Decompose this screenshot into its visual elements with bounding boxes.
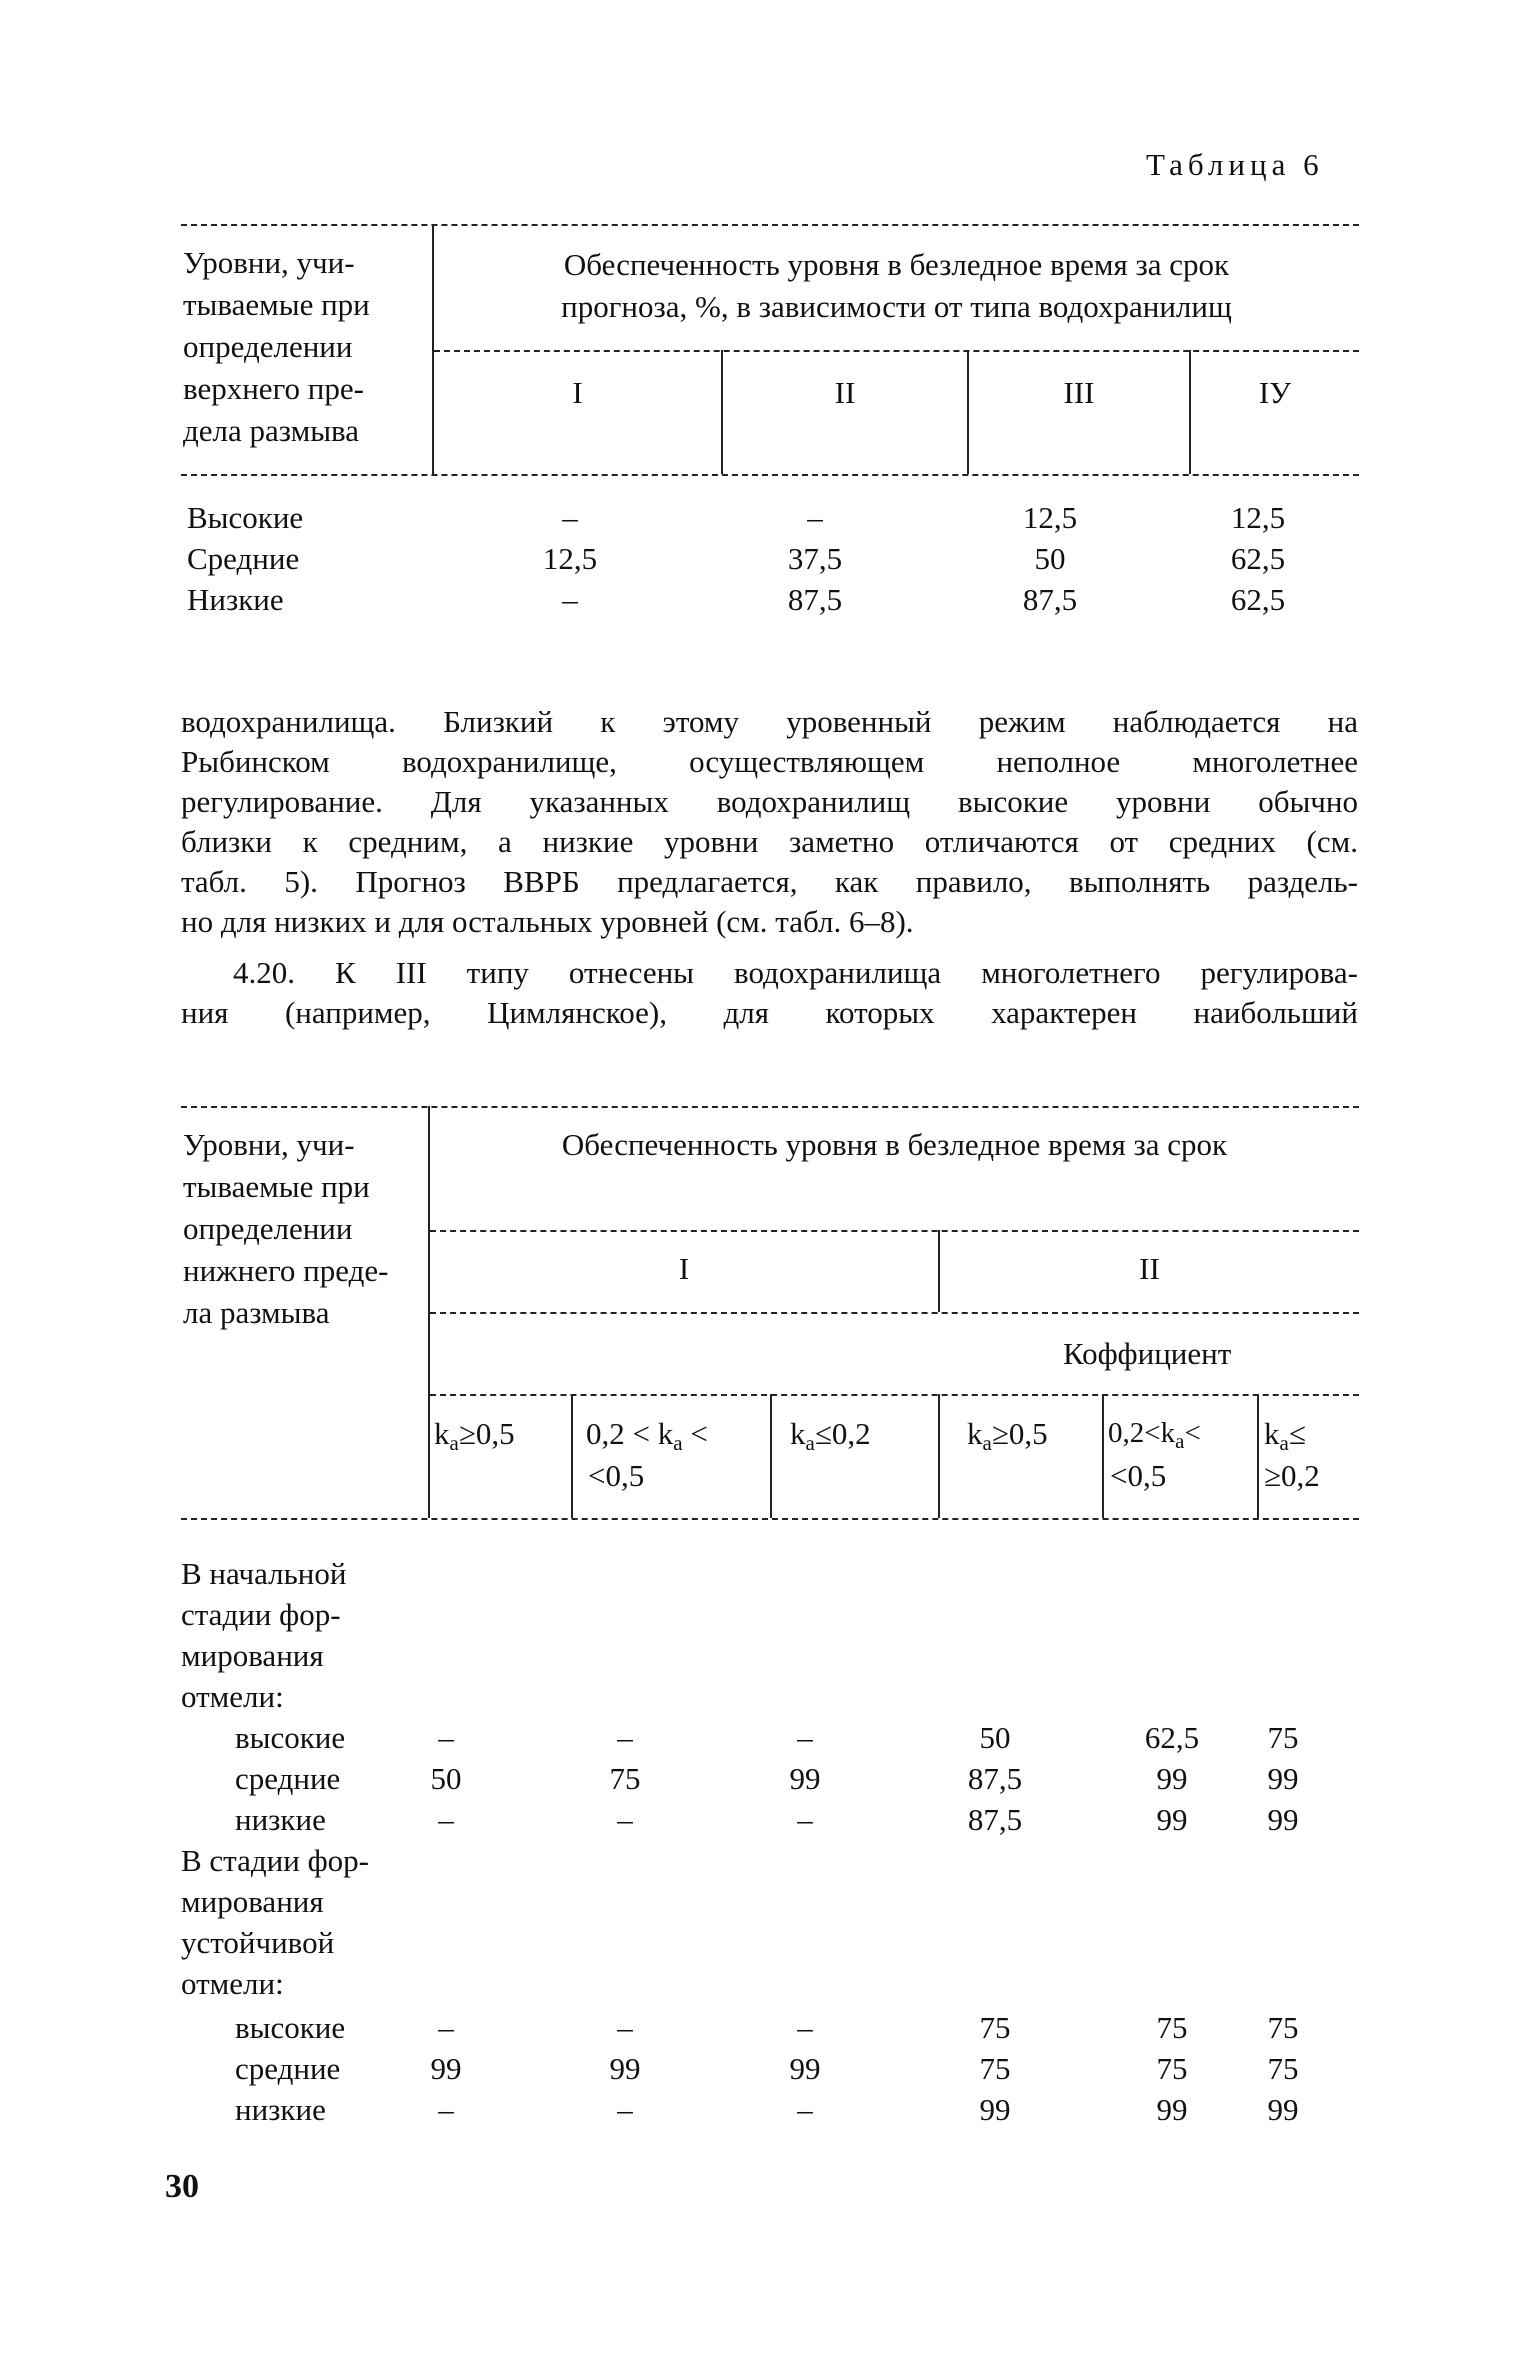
table6-top-rule: [181, 224, 1359, 226]
subheader-ka-ge-0-5: ka≥0,5: [967, 1416, 1048, 1455]
table2-header-rule: [181, 1518, 1359, 1520]
paragraph-1: водохранилища. Близкий к этому уровенный режим наблюдается на Рыбинском водохранилище, осуществляющем неполное многолетнее регулирование. Для указанных водохранилищ высокие уровни обычно близки к средним, а низкие уровни заметно отличаются от средних (см. табл. 5). Прогноз ВВРБ предлагается, как правило, выполнять раздель- но для низких и для остальных уровней (см. табл. 6–8).: [181, 704, 1358, 939]
paragraph-2: 4.20. К III типу отнесены водохранилища многолетнего регулирова-: [233, 955, 1358, 990]
paragraph-2-cont: ния (например, Цимлянское), для которых характерен наибольший: [181, 995, 1358, 1030]
row-label: Низкие: [187, 582, 284, 617]
table2-coef-rule: [430, 1312, 1359, 1314]
table6-type-iii: III: [1063, 375, 1095, 410]
row-label: Средние: [187, 541, 300, 576]
table6-type-i: I: [572, 375, 583, 410]
table6-type-rule: [434, 350, 1359, 352]
table2-col-divider: [770, 1394, 772, 1518]
subheader-ka-le-0-2: ka≤0,2: [790, 1416, 871, 1455]
row-label: низкие: [235, 2092, 326, 2127]
table2-col-divider: [1257, 1394, 1259, 1518]
table2-type-rule: [430, 1230, 1359, 1232]
table6-type-ii: II: [834, 375, 856, 410]
row-label: средние: [235, 1761, 341, 1796]
table2-top-rule: [181, 1106, 1359, 1108]
table6-type-iv: IУ: [1258, 375, 1292, 410]
row-label: Высокие: [187, 500, 304, 535]
table2-sub-rule: [430, 1394, 1359, 1396]
table2-type-i: I: [678, 1251, 690, 1286]
table2-coef-label: Коффициент: [1063, 1336, 1232, 1371]
row-label: высокие: [235, 1720, 346, 1755]
table2-col-divider: [1102, 1394, 1104, 1518]
row-label: средние: [235, 2051, 341, 2086]
row-label: низкие: [235, 1802, 326, 1837]
table6-header-rule: [181, 474, 1359, 476]
page-number: 30: [165, 2168, 199, 2205]
row-label: высокие: [235, 2010, 346, 2045]
table2-col-divider: [571, 1394, 573, 1518]
table2-col-divider: [938, 1394, 940, 1518]
table2-group-header: Обеспеченность уровня в безледное время за срок: [561, 1127, 1228, 1162]
subheader-ka-ge-0-5: ka≥0,5: [434, 1416, 515, 1455]
table6-title: Таблица 6: [1146, 147, 1324, 182]
table2-type-ii: II: [1139, 1251, 1160, 1286]
